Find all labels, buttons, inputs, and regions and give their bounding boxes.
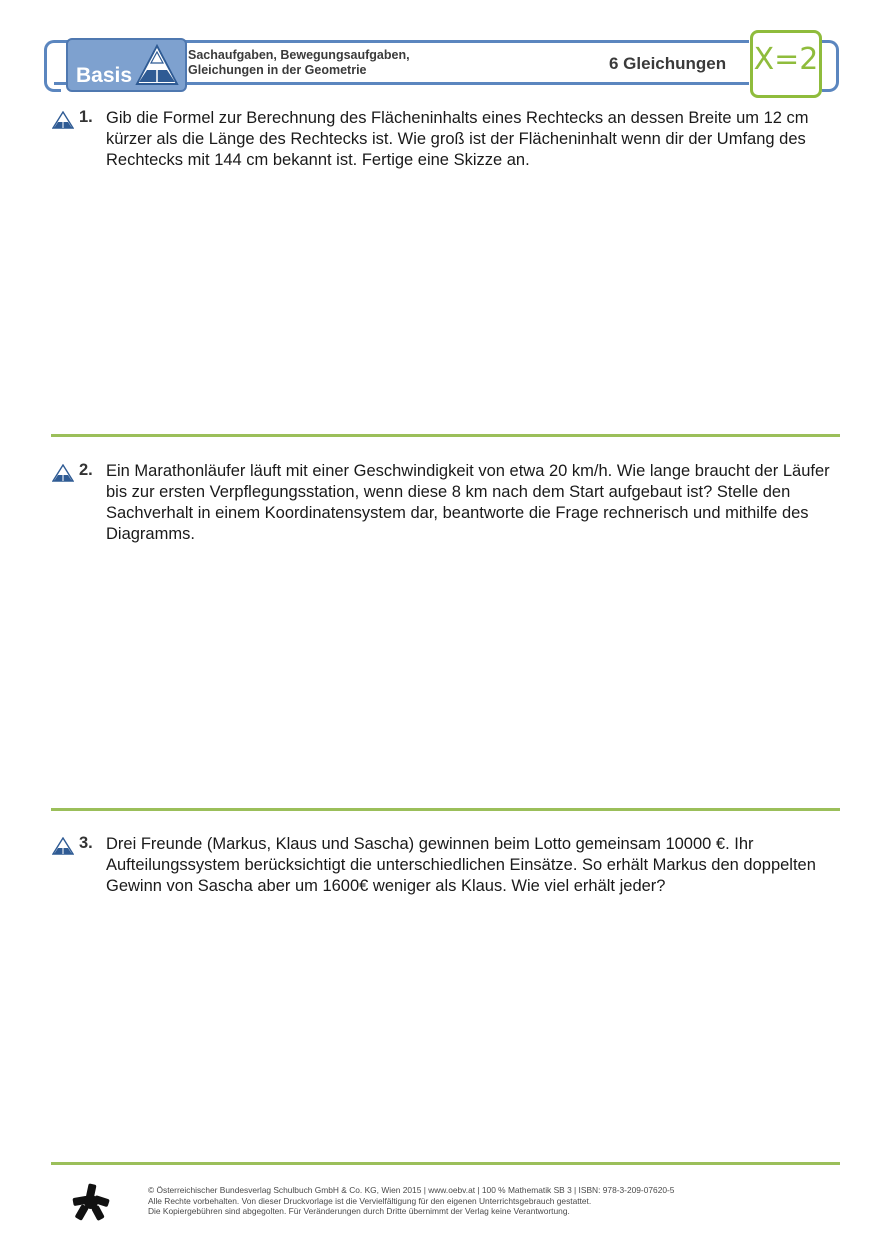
basis-badge	[66, 38, 187, 92]
basis-label: Basis	[76, 64, 133, 87]
publisher-logo-icon	[72, 1183, 110, 1221]
basis-pyramid-icon	[52, 837, 74, 855]
page-header	[44, 36, 839, 90]
task-number: 3.	[79, 834, 93, 852]
section-divider	[51, 434, 840, 437]
subtitle-line-1: Sachaufgaben, Bewegungsaufgaben,	[188, 48, 410, 62]
task-text: Drei Freunde (Markus, Klaus und Sascha) gewinnen beim Lotto gemeinsam 10000 €. Ihr Aufteilungssystem berücksichtigt die unterschiedlichen Einsätze. So erhält Markus den doppelten Gewinn von Sascha aber um 1600€ weniger als Klaus. Wie viel erhält jeder?	[106, 835, 816, 895]
task-number: 1.	[79, 108, 93, 126]
task-text: Gib die Formel zur Berechnung des Flächeninhalts eines Rechtecks an dessen Breite um 12 cm kürzer als die Länge des Rechtecks ist. Wie groß ist der Flächeninhalt wenn dir der Umfang des Rechtecks mit 144 cm bekannt ist. Fertige eine Skizze an.	[106, 109, 809, 169]
footer-line-3: Die Kopiergebühren sind abgegolten. Für Veränderungen durch Dritte übernimmt der Verlag keine Verantwortung.	[148, 1206, 570, 1216]
footer-copyright	[148, 1185, 674, 1217]
footer-divider	[51, 1162, 840, 1165]
chapter-title: 6 Gleichungen	[609, 54, 727, 73]
header-bracket-right	[822, 40, 839, 92]
x-equals-2-text: X=2	[753, 42, 819, 77]
header-subtitle	[188, 48, 410, 78]
basis-pyramid-icon	[52, 111, 74, 129]
basis-pyramid-icon	[52, 464, 74, 482]
section-divider	[51, 808, 840, 811]
basis-pyramid-icon	[135, 44, 179, 88]
x-equals-2-logo	[750, 30, 822, 98]
footer-line-1: © Österreichischer Bundesverlag Schulbuch GmbH & Co. KG, Wien 2015 | www.oebv.at | 100 % Mathematik SB 3 | ISBN: 978-3-209-07620-5	[148, 1185, 675, 1195]
task-text: Ein Marathonläufer läuft mit einer Geschwindigkeit von etwa 20 km/h. Wie lange braucht der Läufer bis zur ersten Verpflegungsstation, wenn diese 8 km nach dem Start aufgebaut ist? Stelle den Sachverhalt in einem Koordinatensystem dar, beantworte die Frage rechnerisch und mithilfe des Diagramms.	[106, 462, 830, 543]
subtitle-line-2: Gleichungen in der Geometrie	[188, 63, 367, 77]
footer-line-2: Alle Rechte vorbehalten. Von dieser Druckvorlage ist die Vervielfältigung für den eigenen Unterrichtsgebrauch gestattet.	[148, 1195, 592, 1206]
task-number: 2.	[79, 461, 93, 479]
